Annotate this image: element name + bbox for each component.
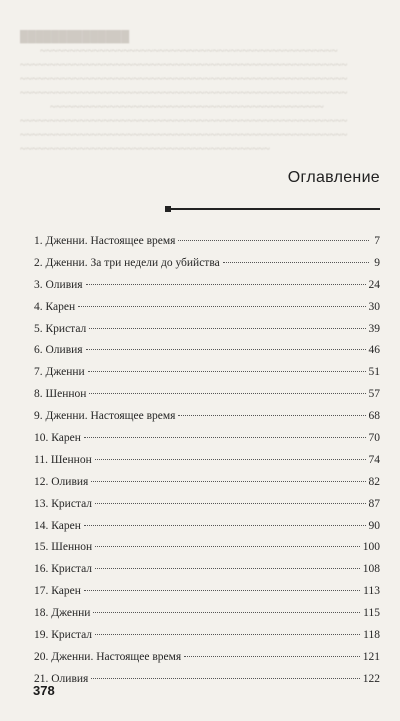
toc-entry-label: 8. Шеннон	[34, 388, 87, 401]
toc-entry-page: 108	[362, 563, 380, 576]
toc-entry-label: 10. Карен	[34, 432, 81, 445]
toc-entry-page: 30	[368, 300, 380, 313]
toc-entry	[34, 257, 380, 279]
toc-entry-label: 7. Дженни	[34, 366, 85, 379]
toc-title: Оглавление	[287, 169, 380, 186]
toc-entry-page: 90	[368, 519, 380, 532]
dot-leader	[86, 284, 366, 285]
toc-entry-label: 15. Шеннон	[34, 541, 93, 554]
toc-entry-label: 14. Карен	[34, 519, 81, 532]
dot-leader	[178, 415, 365, 416]
show-through-text: ██████████████ ~~~~~~~~~~~~~~~~~~~~~~~~~~~~~~~~~~~~~~~~~~~~~~~~~~ ~~~~~~~~~~~~~~~~~~~~~~~~~~~~~~~~~~~~~~~~~~~~~~~~~~~~~~~ ~~~~~~~~~~~~~~~~~~~~~~~~~~~~~~~~~~~~~~~~~~~~~~~~~~~~~~~ ~~~~~~~~~~~~~~~~~~~~~~~~~~~~~~~~~~~~~~~~~~~~~~~~~~~~~~~ ~~~~~~~~~~~~~~~~~~~~~~~~~~~~~~~~~~~~~~~~~~~~~~ ~~~~~~~~~~~~~~~~~~~~~~~~~~~~~~~~~~~~~~~~~~~~~~~~~~~~~~~ ~~~~~~~~~~~~~~~~~~~~~~~~~~~~~~~~~~~~~~~~~~~~~~~~~~~~~~~ ~~~~~~~~~~~~~~~~~~~~~~~~~~~~~~~~~~~~~~~~~~	[20, 31, 348, 155]
dot-leader	[95, 546, 360, 547]
dot-leader	[95, 503, 365, 504]
toc-entry	[34, 344, 380, 366]
toc-entry-page: 9	[374, 256, 380, 269]
toc-entry-label: 2. Дженни. За три недели до убийства	[34, 256, 220, 269]
toc-entry	[34, 279, 380, 301]
toc-entry	[34, 410, 380, 432]
dot-leader	[95, 459, 366, 460]
toc-entry-page: 74	[368, 453, 380, 466]
toc-entry-label: 5. Кристал	[34, 322, 87, 335]
toc-entry	[34, 432, 380, 454]
title-rule	[166, 208, 380, 210]
toc-entry	[34, 673, 380, 695]
toc-entry-page: 122	[362, 672, 380, 685]
toc-entry-label: 20. Дженни. Настоящее время	[34, 650, 182, 663]
toc-entry-label: 18. Дженни	[34, 607, 91, 620]
dot-leader	[89, 328, 365, 329]
toc-entry	[34, 301, 380, 323]
dot-leader	[78, 306, 365, 307]
page-number: 378	[33, 683, 55, 698]
toc-entry	[34, 541, 380, 563]
toc-entry-page: 7	[374, 235, 380, 247]
toc-entry-page: 68	[368, 410, 380, 423]
toc-entry-page: 115	[363, 607, 380, 620]
toc-entry-label: 3. Оливия	[34, 278, 83, 291]
title-rule-marker	[165, 206, 171, 212]
toc-entry-label: 16. Кристал	[34, 563, 93, 576]
dot-leader	[89, 393, 365, 394]
dot-leader	[223, 262, 369, 263]
toc-entry-page: 46	[368, 344, 380, 357]
dot-leader	[184, 656, 360, 657]
toc-entry-label: 12. Оливия	[34, 475, 89, 488]
toc-entry-page: 24	[368, 278, 380, 291]
toc-entry	[34, 498, 380, 520]
dot-leader	[84, 590, 360, 591]
dot-leader	[93, 612, 360, 613]
toc-entry-label: 21. Оливия	[34, 672, 89, 685]
toc-entry	[34, 651, 380, 673]
toc-entry	[34, 454, 380, 476]
toc-entry	[34, 607, 380, 629]
dot-leader	[95, 634, 360, 635]
dot-leader	[88, 371, 366, 372]
toc-entry-page: 51	[368, 366, 380, 379]
dot-leader	[84, 525, 366, 526]
toc-entry-page: 82	[368, 475, 380, 488]
toc-entry-page: 57	[368, 388, 380, 401]
dot-leader	[84, 437, 366, 438]
toc-entry-page: 39	[368, 322, 380, 335]
toc-entry	[34, 235, 380, 257]
toc-entry-page: 118	[363, 629, 380, 642]
toc-entry	[34, 520, 380, 542]
toc-entry	[34, 323, 380, 345]
toc-entry-page: 113	[363, 585, 380, 598]
toc-entry	[34, 388, 380, 410]
dot-leader	[91, 481, 365, 482]
toc-entry	[34, 585, 380, 607]
toc-entry	[34, 366, 380, 388]
toc-entry-label: 9. Дженни. Настоящее время	[34, 410, 176, 423]
toc-entry-page: 87	[368, 497, 380, 510]
toc-entry-label: 4. Карен	[34, 300, 76, 313]
toc-entry-label: 1. Дженни. Настоящее время	[34, 235, 176, 247]
dot-leader	[178, 240, 369, 241]
dot-leader	[86, 349, 366, 350]
toc-entry-label: 11. Шеннон	[34, 453, 92, 466]
dot-leader	[91, 678, 359, 679]
toc-entry-label: 6. Оливия	[34, 344, 83, 357]
toc-list	[34, 235, 380, 695]
toc-entry-label: 17. Карен	[34, 585, 81, 598]
toc-entry	[34, 629, 380, 651]
toc-entry-page: 121	[362, 650, 380, 663]
dot-leader	[95, 568, 360, 569]
toc-entry	[34, 563, 380, 585]
toc-entry	[34, 476, 380, 498]
toc-entry-label: 19. Кристал	[34, 629, 93, 642]
toc-entry-page: 100	[362, 541, 380, 554]
toc-entry-page: 70	[368, 432, 380, 445]
toc-entry-label: 13. Кристал	[34, 497, 93, 510]
